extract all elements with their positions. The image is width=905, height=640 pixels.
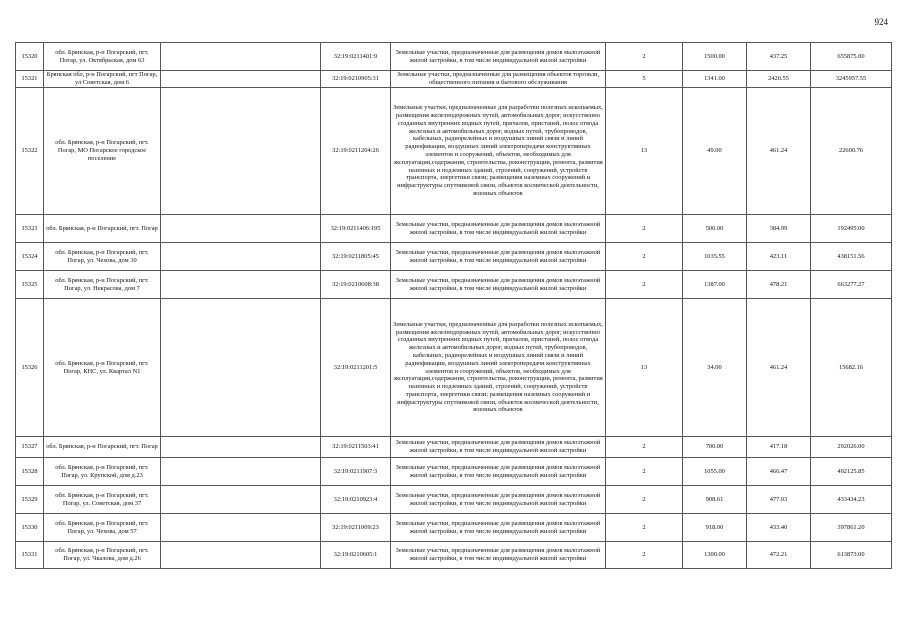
area-cell: 1055.00 [683,458,747,486]
land-use-cell: Земельные участки, предназначенные для размещения домов малоэтажной жилой застройки, в том числе индивидуальной жилой застройки [391,43,606,71]
cadastral-value-cell: 15682.16 [811,299,892,437]
group-cell: 2 [606,486,683,514]
address-cell: Брянская обл, р-н Погарский, пгт Погар, ул Советская, дом 6 [44,71,161,88]
area-cell: 1500.00 [683,43,747,71]
land-use-cell: Земельные участки, предназначенные для размещения домов малоэтажной жилой застройки, в том числе индивидуальной жилой застройки [391,271,606,299]
area-cell: 1341.00 [683,71,747,88]
cadastral-value-table [15,42,892,569]
row-number: 15320 [16,43,44,71]
empty-cell [161,299,321,437]
row-number: 15327 [16,437,44,458]
address-cell: обл. Брянская, р-н Погарский, пгт. Погар, ул. Некрасова, дом 7 [44,271,161,299]
specific-value-cell: 423.11 [747,243,811,271]
row-number: 15331 [16,542,44,569]
area-cell: 700.00 [683,437,747,458]
specific-value-cell: 2420.55 [747,71,811,88]
cadastral-number-cell: 32:19:0210605:1 [321,542,391,569]
empty-cell [161,43,321,71]
empty-cell [161,88,321,215]
cadastral-value-cell: 22600.76 [811,88,892,215]
address-cell: обл. Брянская, р-н Погарский, пгт. Погар, МО Погарское городское поселение [44,88,161,215]
cadastral-value-cell: 192495.00 [811,215,892,243]
cadastral-value-cell: 397861.20 [811,514,892,542]
group-cell: 13 [606,299,683,437]
address-cell: обл. Брянская, р-н Погарский, пгт. Погар [44,215,161,243]
group-cell: 2 [606,514,683,542]
area-cell: 908.61 [683,486,747,514]
row-number: 15321 [16,71,44,88]
table-row [16,486,892,514]
land-use-cell: Земельные участки, предназначенные для разработки полезных ископаемых, размещения железнодорожных путей, автомобильных дорог, искусственно созданных внутренних водных путей, причалов, пристаней, полос отвода железных и автомобильных дорог, водных путей, трубопроводов, кабельных, радиорелейных и воздушных линий связи и линий радиофикации, воздушных линий электропередачи конструктивных элементов и сооружений, объектов, необходимых для эксплуатации,содержания, строительства, реконструкции, ремонта, развития наземных и подземных зданий, строений, сооружений, устройств транспорта, энергетики связи; размещения наземных сооружений и инфраструктуры спутниковой связи, объектов космической деятельности, военных объектов [391,299,606,437]
table-row [16,88,892,215]
empty-cell [161,514,321,542]
row-number: 15330 [16,514,44,542]
land-use-cell: Земельные участки, предназначенные для размещения домов малоэтажной жилой застройки, в том числе индивидуальной жилой застройки [391,514,606,542]
table-row [16,71,892,88]
cadastral-number-cell: 32:19:0210923:4 [321,486,391,514]
address-cell: обл. Брянская, р-н Погарский, пгт. Погар, ул. Октябрьская, дом 63 [44,43,161,71]
cadastral-number-cell: 32:19:0211907:3 [321,458,391,486]
specific-value-cell: 461.24 [747,88,811,215]
empty-cell [161,215,321,243]
cadastral-number-cell: 32:19:0211009:23 [321,514,391,542]
land-use-cell: Земельные участки, предназначенные для размещения домов малоэтажной жилой застройки, в том числе индивидуальной жилой застройки [391,458,606,486]
address-cell: обл. Брянская, р-н Погарский, пгт. Погар, КНС, ул. Квартал N1 [44,299,161,437]
land-use-cell: Земельные участки, предназначенные для размещения домов малоэтажной жилой застройки, в том числе индивидуальной жилой застройки [391,243,606,271]
cadastral-number-cell: 32:19:0211201:5 [321,299,391,437]
cadastral-number-cell: 32:19:0210608:38 [321,271,391,299]
land-use-cell: Земельные участки, предназначенные для размещения объектов торговли, общественного питания и бытового обслуживания [391,71,606,88]
empty-cell [161,542,321,569]
land-use-cell: Земельные участки, предназначенные для размещения домов малоэтажной жилой застройки, в том числе индивидуальной жилой застройки [391,542,606,569]
table-row [16,458,892,486]
table-row [16,299,892,437]
group-cell: 13 [606,88,683,215]
area-cell: 1035.55 [683,243,747,271]
empty-cell [161,437,321,458]
address-cell: обл. Брянская, р-н Погарский, пгт. Погар, ул. Чкалова, дом д.26 [44,542,161,569]
cadastral-value-cell: 292026.00 [811,437,892,458]
cadastral-value-cell: 655875.00 [811,43,892,71]
land-use-cell: Земельные участки, предназначенные для размещения домов малоэтажной жилой застройки, в том числе индивидуальной жилой застройки [391,215,606,243]
cadastral-value-cell: 663277.27 [811,271,892,299]
specific-value-cell: 478.21 [747,271,811,299]
area-cell: 49.00 [683,88,747,215]
cadastral-number-cell: 32:19:0211406:195 [321,215,391,243]
empty-cell [161,271,321,299]
row-number: 15329 [16,486,44,514]
row-number: 15323 [16,215,44,243]
address-cell: обл. Брянская, р-н Погарский, пгт. Погар, ул. Чехова, дом 30 [44,243,161,271]
cadastral-value-cell: 492125.85 [811,458,892,486]
group-cell: 2 [606,243,683,271]
empty-cell [161,486,321,514]
land-use-cell: Земельные участки, предназначенные для разработки полезных ископаемых, размещения железнодорожных путей, автомобильных дорог, искусственно созданных внутренних водных путей, причалов, пристаней, полос отвода железных и автомобильных дорог, водных путей, трубопроводов, кабельных, радиорелейных и воздушных линий связи и линий радиофикации, воздушных линий электропередачи конструктивных элементов и сооружений, объектов, необходимых для эксплуатации,содержания, строительства, реконструкции, ремонта, развития наземных и подземных зданий, строений, сооружений, устройств транспорта, энергетики связи; размещения наземных сооружений и инфраструктуры спутниковой связи, объектов космической деятельности, военных объектов [391,88,606,215]
specific-value-cell: 466.47 [747,458,811,486]
empty-cell [161,243,321,271]
group-cell: 2 [606,215,683,243]
table-row [16,437,892,458]
table-row [16,271,892,299]
cadastral-number-cell: 32:19:0211401:9 [321,43,391,71]
table-row [16,43,892,71]
specific-value-cell: 461.24 [747,299,811,437]
group-cell: 2 [606,437,683,458]
address-cell: обл. Брянская, р-н Погарский, пгт. Погар [44,437,161,458]
group-cell: 2 [606,271,683,299]
specific-value-cell: 433.40 [747,514,811,542]
group-cell: 2 [606,458,683,486]
group-cell: 5 [606,71,683,88]
cadastral-value-cell: 438151.56 [811,243,892,271]
area-cell: 34.00 [683,299,747,437]
land-use-cell: Земельные участки, предназначенные для размещения домов малоэтажной жилой застройки, в том числе индивидуальной жилой застройки [391,437,606,458]
cadastral-number-cell: 32:19:0211204:26 [321,88,391,215]
cadastral-number-cell: 32:19:0211503:41 [321,437,391,458]
table-row [16,542,892,569]
row-number: 15328 [16,458,44,486]
group-cell: 2 [606,542,683,569]
address-cell: обл. Брянская, р-н Погарский, пгт. Погар, ул. Крупской, дом д.23 [44,458,161,486]
area-cell: 918.00 [683,514,747,542]
address-cell: обл. Брянская, р-н Погарский, пгт. Погар, ул. Советская, дом 37 [44,486,161,514]
empty-cell [161,71,321,88]
table-row [16,243,892,271]
land-use-cell: Земельные участки, предназначенные для размещения домов малоэтажной жилой застройки, в том числе индивидуальной жилой застройки [391,486,606,514]
specific-value-cell: 477.03 [747,486,811,514]
cadastral-number-cell: 32:19:0211805:45 [321,243,391,271]
empty-cell [161,458,321,486]
specific-value-cell: 384.99 [747,215,811,243]
specific-value-cell: 437.25 [747,43,811,71]
address-cell: обл. Брянская, р-н Погарский, пгт. Погар, ул. Чехова, дом 57 [44,514,161,542]
cadastral-number-cell: 32:19:0210905:31 [321,71,391,88]
cadastral-value-cell: 613873.00 [811,542,892,569]
specific-value-cell: 417.18 [747,437,811,458]
area-cell: 500.00 [683,215,747,243]
cadastral-value-cell: 433434.23 [811,486,892,514]
row-number: 15324 [16,243,44,271]
row-number: 15326 [16,299,44,437]
page-number: 924 [874,17,888,27]
group-cell: 2 [606,43,683,71]
specific-value-cell: 472.21 [747,542,811,569]
row-number: 15322 [16,88,44,215]
table-row [16,215,892,243]
area-cell: 1300.00 [683,542,747,569]
area-cell: 1387.00 [683,271,747,299]
cadastral-value-cell: 3245957.55 [811,71,892,88]
row-number: 15325 [16,271,44,299]
table-row [16,514,892,542]
